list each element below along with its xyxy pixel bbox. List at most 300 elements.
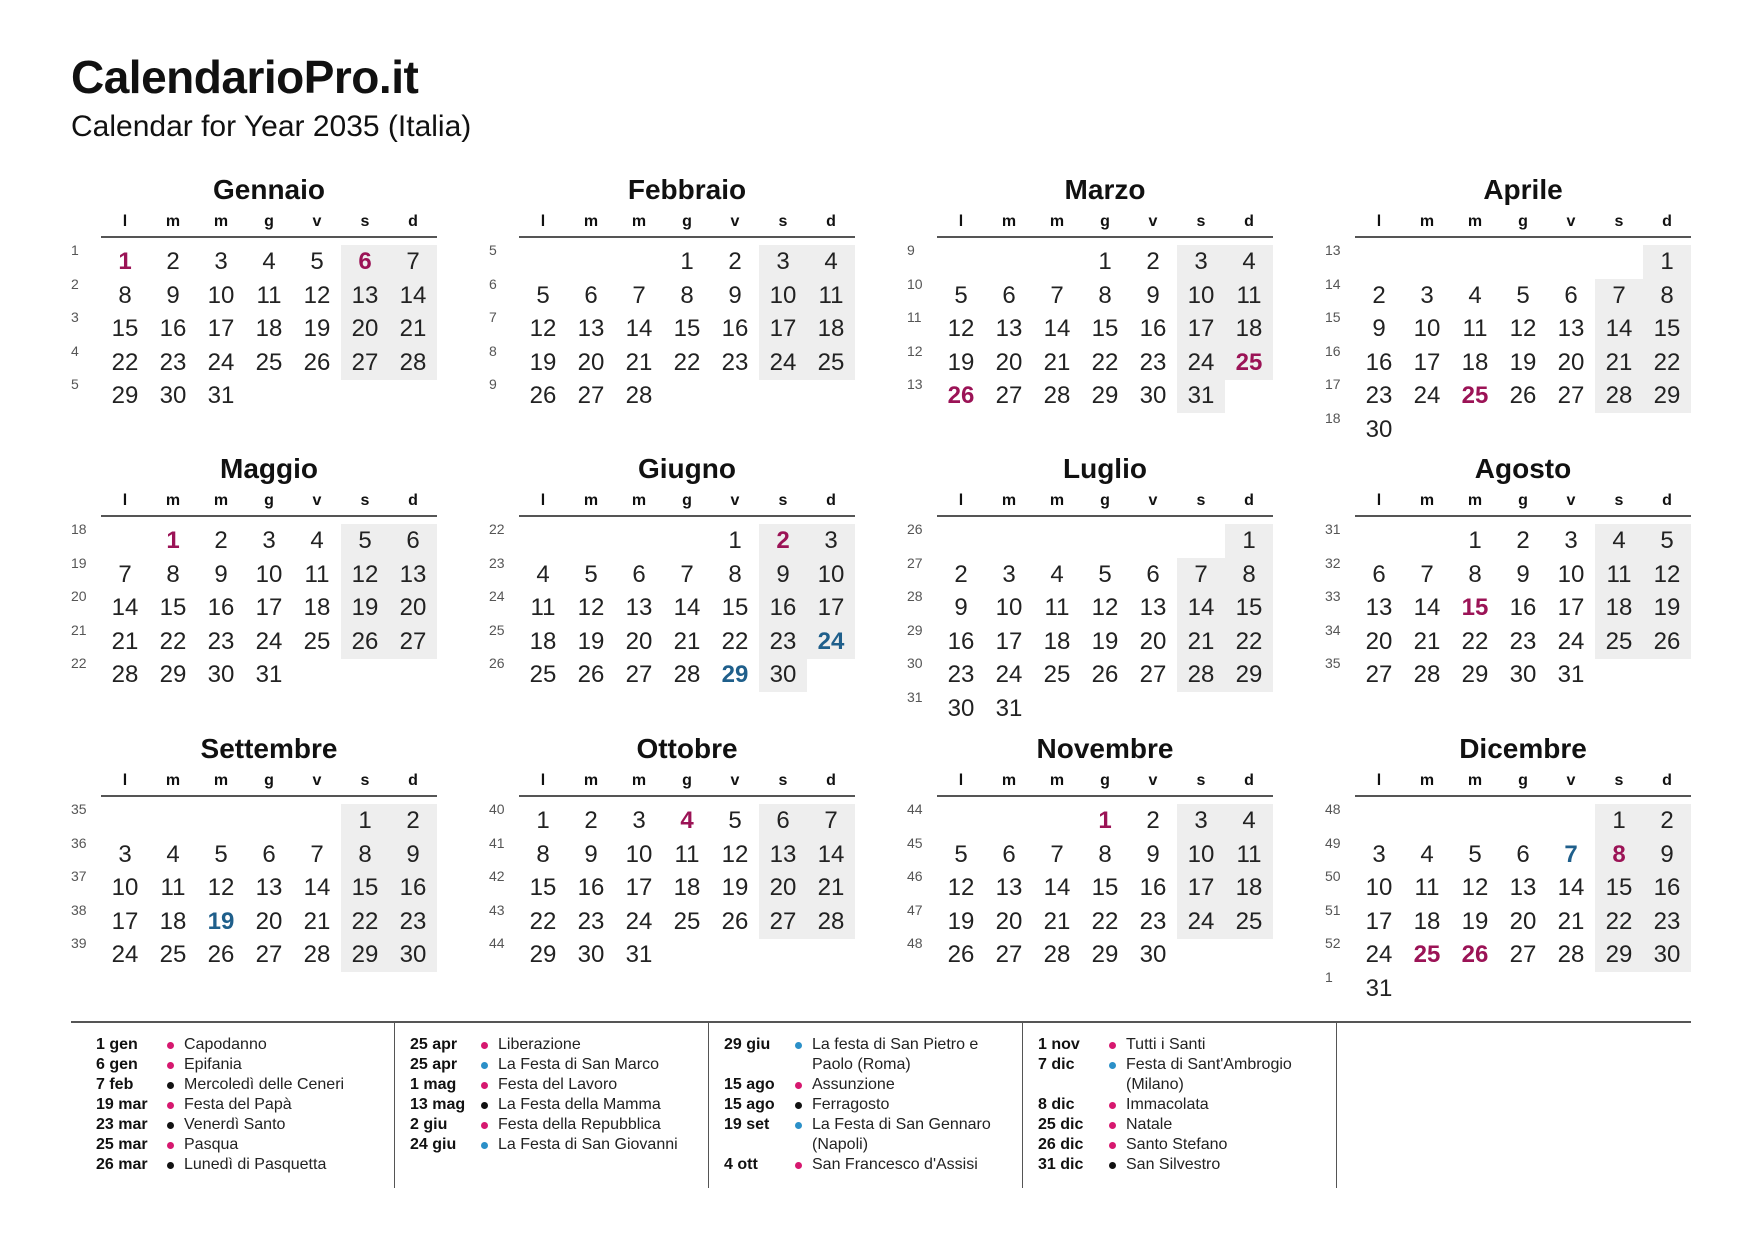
day-cell: 21 [625,348,653,376]
day-cell: 5 [1468,840,1482,868]
weekday-label: v [1148,492,1158,509]
day-cell: 12 [721,840,749,868]
day-cell: 5 [728,807,742,834]
day-cell: 18 [1225,871,1273,905]
day-cell: 1 [1098,248,1112,275]
legend-date: 6 gen [96,1056,138,1073]
day-cell: 22 [159,627,187,655]
weekday-label: v [312,772,322,789]
legend-name: San Silvestro [1126,1156,1221,1173]
weekday-label: m [165,213,181,230]
weekday-label: m [1467,213,1483,230]
legend-item [699,1115,1009,1153]
day-cell: 18 [255,315,283,342]
day-cell: 28 [1413,661,1441,688]
day-cell: 29 [1461,661,1489,688]
legend-name: Santo Stefano [1126,1136,1228,1153]
legend-name: Assunzione [812,1076,895,1093]
legend-date: 2 giu [410,1116,448,1133]
week-number: 7 [489,309,497,325]
day-cell: 21 [673,627,701,655]
day-cell: 27 [995,941,1023,968]
week-number: 17 [1325,376,1341,392]
day-cell: 29 [1091,382,1119,409]
day-cell: 28 [673,661,701,688]
day-cell: 14 [1557,874,1585,901]
day-cell: 19 [947,907,975,935]
day-cell: 10 [759,279,807,313]
day-cell: 14 [625,315,653,342]
weekday-label: m [1467,492,1483,509]
day-cell: 17 [995,627,1023,655]
day-cell: 2 [1643,804,1691,838]
day-cell: 27 [1557,382,1585,409]
legend-date: 29 giu [724,1036,771,1053]
day-cell: 14 [389,279,437,313]
day-cell: 12 [1461,874,1489,901]
day-cell: 10 [255,560,283,588]
day-cell: 15 [721,594,749,621]
day-cell: 17 [759,312,807,346]
day-cell: 8 [166,560,180,588]
day-cell: 4 [166,840,180,868]
day-cell: 3 [807,524,855,558]
day-cell: 6 [1564,281,1578,309]
day-cell: 23 [389,905,437,939]
day-cell: 15 [673,315,701,342]
bullet-dot-icon [481,1082,488,1089]
weekday-label: g [1100,213,1110,230]
day-cell: 7 [1420,560,1434,588]
legend-name: La Festa della Mamma [498,1096,661,1113]
weekday-label: g [1100,772,1110,789]
weekday-label: d [1244,213,1254,230]
day-cell: 27 [255,941,283,968]
week-number: 5 [71,376,79,392]
day-cell: 3 [1420,281,1434,309]
day-cell: 19 [341,591,389,625]
day-cell: 23 [721,348,749,376]
month-title: Ottobre [636,733,738,764]
day-cell: 16 [1509,594,1537,621]
day-cell: 17 [255,594,283,621]
weekday-label: m [165,772,181,789]
day-cell: 16 [1139,874,1167,901]
day-cell: 16 [1643,871,1691,905]
week-number: 15 [1325,309,1341,325]
day-cell: 9 [728,281,742,309]
month-title: Gennaio [212,174,325,205]
day-cell: 28 [807,905,855,939]
weekday-label: l [122,213,128,230]
weekday-label: m [583,772,599,789]
week-number: 40 [489,801,505,817]
day-cell: 10 [1413,315,1441,342]
legend-name: Epifania [184,1056,242,1073]
day-cell: 13 [625,594,653,621]
day-cell: 17 [1177,871,1225,905]
day-cell: 6 [632,560,646,588]
legend-date: 1 nov [1038,1036,1080,1053]
legend-item [699,1075,1009,1095]
bullet-dot-icon [1109,1142,1116,1149]
day-cell: 20 [1139,627,1167,655]
weekday-label: g [264,492,274,509]
legend-item [1013,1155,1323,1175]
day-cell: 9 [1146,840,1160,868]
day-cell: 12 [303,281,331,309]
week-number: 20 [71,588,87,604]
day-cell: 9 [1372,315,1386,342]
weekday-label: v [730,213,740,230]
day-cell: 21 [111,627,139,655]
day-cell: 7 [1050,281,1064,309]
day-cell: 6 [1002,840,1016,868]
legend-name: Capodanno [184,1036,267,1053]
legend-date: 13 mag [410,1096,466,1113]
day-cell: 6 [1146,560,1160,588]
day-cell: 28 [1595,379,1643,413]
day-cell: 18 [1043,627,1071,655]
day-cell: 19 [207,907,235,935]
day-cell: 12 [577,594,605,621]
day-cell: 2 [214,527,228,554]
month-header-rule [1355,795,1691,797]
day-cell: 13 [1557,315,1585,342]
day-cell: 12 [1091,594,1119,621]
day-cell: 18 [807,312,855,346]
day-cell: 12 [1509,315,1537,342]
week-number: 35 [71,801,87,817]
day-cell: 4 [1225,804,1273,838]
day-cell: 24 [1177,905,1225,939]
day-cell: 8 [1468,560,1482,588]
day-cell: 26 [341,625,389,659]
legend-date: 19 mar [96,1096,148,1113]
week-number: 48 [907,935,923,951]
week-number: 27 [907,554,923,571]
legend-date: 7 dic [1038,1056,1075,1073]
day-cell: 3 [1177,804,1225,838]
day-cell: 8 [1098,840,1112,868]
legend-name: Tutti i Santi [1126,1036,1206,1053]
day-cell: 14 [1413,594,1441,621]
weekday-label: m [1001,492,1017,509]
day-cell: 5 [954,840,968,868]
day-cell: 10 [1365,874,1393,901]
bullet-dot-icon [795,1082,802,1089]
day-cell: 14 [1177,591,1225,625]
week-number: 18 [71,521,87,537]
weekday-label: s [1196,492,1206,509]
day-cell: 2 [584,807,598,834]
legend-date: 26 mar [96,1156,148,1173]
weekday-label: s [1614,492,1624,509]
week-number: 1 [71,242,79,258]
weekday-label: d [826,492,836,509]
day-cell: 25 [1043,661,1071,688]
legend-item [1013,1095,1323,1115]
month-header-rule [101,236,437,238]
weekday-label: m [1001,772,1017,789]
week-number: 30 [907,655,923,671]
weekday-label: m [213,213,229,230]
day-cell: 28 [1557,941,1585,968]
day-cell: 25 [529,661,557,688]
weekday-label: d [1244,492,1254,509]
month-title: Febbraio [627,174,747,205]
day-cell: 11 [807,279,855,313]
day-cell: 11 [530,594,556,621]
weekday-label: g [682,492,692,509]
day-cell: 30 [207,661,235,688]
day-cell: 8 [536,840,550,868]
day-cell: 26 [721,907,749,935]
day-cell: 1 [341,804,389,838]
weekday-label: d [1662,492,1672,509]
day-cell: 27 [389,625,437,659]
week-number: 3 [71,309,79,325]
weekday-label: m [583,213,599,230]
day-cell: 24 [207,348,235,376]
legend-item [71,1155,381,1175]
day-cell: 17 [207,315,235,342]
day-cell: 20 [1365,627,1393,655]
month-header-rule [937,795,1273,797]
legend-name: Festa del Papà [184,1096,292,1113]
day-cell: 24 [1557,627,1585,655]
day-cell: 2 [728,248,742,275]
legend-item [385,1035,695,1055]
day-cell: 20 [995,907,1023,935]
day-cell: 20 [1509,907,1537,935]
day-cell: 3 [1177,245,1225,279]
day-cell: 11 [304,560,330,588]
day-cell: 1 [1225,524,1273,558]
bullet-dot-icon [1109,1162,1116,1169]
day-cell: 22 [721,627,749,655]
day-cell: 11 [160,874,186,901]
legend-date: 19 set [724,1116,770,1133]
day-cell: 1 [536,807,550,834]
day-cell: 23 [159,348,187,376]
day-cell: 14 [303,874,331,901]
weekday-label: v [730,492,740,509]
bullet-dot-icon [167,1142,174,1149]
day-cell: 3 [1372,840,1386,868]
day-cell: 21 [1177,625,1225,659]
day-cell: 19 [1643,591,1691,625]
day-cell: 12 [207,874,235,901]
week-number: 14 [1325,275,1341,292]
day-cell: 23 [1139,348,1167,376]
legend-name: Festa della Repubblica [498,1116,661,1133]
day-cell: 5 [341,524,389,558]
day-cell: 16 [1365,348,1393,376]
weekday-label: l [1376,492,1382,509]
day-cell: 15 [1225,591,1273,625]
day-cell: 7 [1564,840,1578,868]
weekday-label: s [1614,213,1624,230]
weekday-label: m [1467,772,1483,789]
legend-item [1013,1055,1323,1093]
legend-date: 31 dic [1038,1156,1084,1173]
day-cell: 6 [1002,281,1016,309]
day-cell: 28 [1043,941,1071,968]
weekday-label: m [213,492,229,509]
bullet-dot-icon [167,1042,174,1049]
legend-date: 7 feb [96,1076,134,1093]
day-cell: 10 [807,558,855,592]
day-cell: 30 [947,694,975,722]
day-cell: 13 [389,558,437,592]
day-cell: 27 [995,382,1023,409]
legend-name: San Francesco d'Assisi [812,1156,978,1173]
legend-name: La Festa di San Giovanni [498,1136,678,1153]
month-title: Marzo [1064,174,1146,205]
weekday-label: g [1518,492,1528,509]
weekday-label: d [408,772,418,789]
day-cell: 5 [954,281,968,309]
day-cell: 22 [1225,625,1273,659]
month-header-rule [1355,236,1691,238]
day-cell: 22 [1091,348,1119,376]
day-cell: 22 [1643,346,1691,380]
day-cell: 9 [1516,560,1530,588]
day-cell: 7 [1050,840,1064,868]
day-cell: 8 [680,281,694,309]
bullet-dot-icon [167,1082,174,1089]
weekday-label: m [1049,772,1065,789]
week-number: 8 [489,342,497,359]
month-title: Agosto [1474,453,1572,484]
day-cell: 2 [166,248,180,275]
week-number: 29 [907,621,923,638]
day-cell: 13 [995,315,1023,342]
legend-date: 23 mar [96,1116,148,1133]
day-cell: 21 [1557,907,1585,935]
day-cell: 16 [947,627,975,655]
legend-item [385,1055,695,1075]
day-cell: 14 [1595,312,1643,346]
day-cell: 11 [256,281,282,309]
day-cell: 20 [255,907,283,935]
day-cell: 19 [577,627,605,655]
day-cell: 23 [577,907,605,935]
day-cell: 9 [954,594,968,621]
day-cell: 2 [389,804,437,838]
day-cell: 24 [625,907,653,935]
day-cell: 25 [1461,382,1489,409]
week-number: 13 [907,376,923,392]
week-number: 44 [907,801,923,817]
day-cell: 27 [577,382,605,409]
weekday-label: l [540,213,546,230]
legend-item [699,1155,1009,1175]
legend-name: Festa di Sant'Ambrogio (Milano) [1126,1056,1292,1093]
day-cell: 31 [625,941,653,968]
day-cell: 7 [1177,558,1225,592]
week-number: 23 [489,554,505,571]
day-cell: 2 [1516,527,1530,554]
weekday-label: s [778,492,788,509]
day-cell: 25 [1225,905,1273,939]
day-cell: 11 [674,840,700,868]
legend-item [385,1135,695,1155]
day-cell: 23 [759,625,807,659]
month-title: Maggio [220,453,318,484]
day-cell: 1 [728,527,742,554]
day-cell: 6 [584,281,598,309]
bullet-dot-icon [167,1102,174,1109]
day-cell: 20 [995,348,1023,376]
day-cell: 23 [1643,905,1691,939]
weekday-label: g [264,772,274,789]
day-cell: 18 [673,874,701,901]
month-header-rule [937,515,1273,517]
day-cell: 9 [759,558,807,592]
weekday-label: g [1518,213,1528,230]
weekday-label: l [122,492,128,509]
day-cell: 27 [759,905,807,939]
day-cell: 16 [721,315,749,342]
day-cell: 24 [759,346,807,380]
day-cell: 22 [1461,627,1489,655]
day-cell: 13 [759,838,807,872]
day-cell: 26 [207,941,235,968]
day-cell: 9 [166,281,180,309]
day-cell: 10 [207,281,235,309]
day-cell: 10 [625,840,653,868]
day-cell: 18 [159,907,187,935]
day-cell: 20 [389,591,437,625]
weekday-label: v [730,772,740,789]
month-title: Dicembre [1459,733,1587,764]
day-cell: 13 [1139,594,1167,621]
weekday-label: m [213,772,229,789]
day-cell: 15 [529,874,557,901]
week-number: 47 [907,901,923,918]
day-cell: 10 [1177,279,1225,313]
week-number: 39 [71,935,87,951]
day-cell: 4 [1225,245,1273,279]
day-cell: 25 [807,346,855,380]
day-cell: 4 [310,527,324,554]
weekday-label: m [631,772,647,789]
week-number: 44 [489,935,505,951]
weekday-label: g [682,772,692,789]
week-number: 18 [1325,409,1341,426]
week-number: 2 [71,275,79,292]
day-cell: 23 [1509,627,1537,655]
weekday-label: m [1001,213,1017,230]
day-cell: 26 [1643,625,1691,659]
day-cell: 7 [632,281,646,309]
week-number: 41 [489,834,505,851]
bullet-dot-icon [481,1122,488,1129]
weekday-label: d [1662,772,1672,789]
legend-date: 1 mag [410,1076,457,1093]
month-header-rule [519,236,855,238]
calendar-subtitle: Calendar for Year 2035 (Italia) [71,110,472,143]
weekday-label: m [631,213,647,230]
day-cell: 2 [1146,807,1160,834]
week-number: 4 [71,342,79,359]
legend-item [1013,1035,1323,1055]
day-cell: 5 [584,560,598,588]
weekday-label: l [958,213,964,230]
legend-name: Liberazione [498,1036,581,1053]
